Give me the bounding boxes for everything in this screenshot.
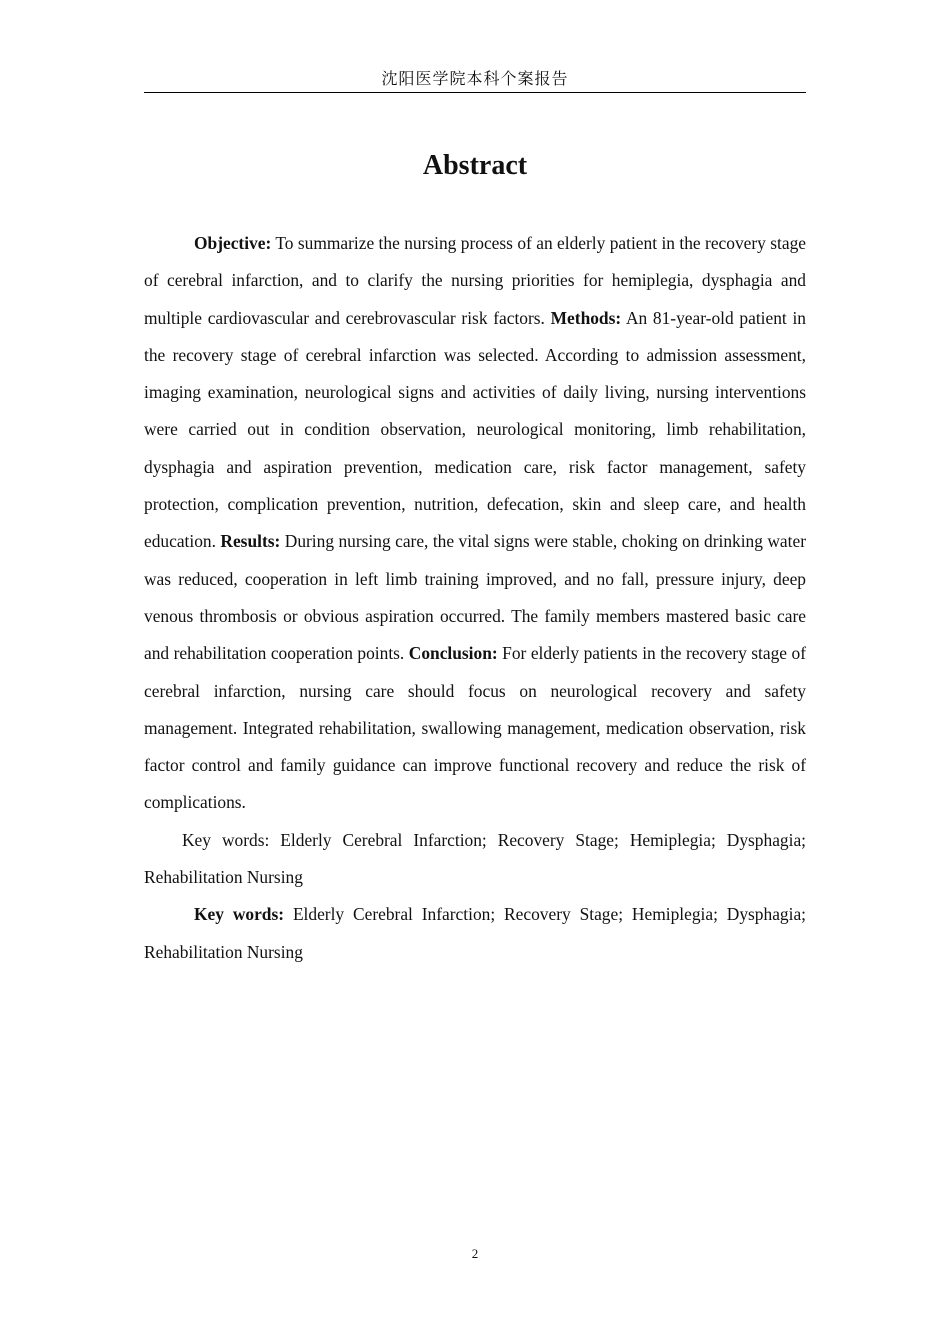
methods-text: An 81-year-old patient in the recovery stage of cerebral infarction was selected. According to admission assessment, imaging examination, neurological signs and activities of daily living, nursing interventions were carried out in condition observation, neurological monitoring, limb rehabilitation, dysphagia and aspiration prevention, medication care, risk factor management, safety protection, complication prevention, nutrition, defecation, skin and sleep care, and health education. xyxy=(144,307,806,552)
abstract-paragraph xyxy=(144,225,806,822)
results-text: During nursing care, the vital signs were stable, choking on drinking water was reduced, cooperation in left limb training improved, and no fall, pressure injury, deep venous thrombosis or obvious aspiration occurred. The family members mastered basic care and rehabilitation cooperation points. xyxy=(144,531,806,664)
conclusion-label: Conclusion: xyxy=(408,643,498,664)
page-number: 2 xyxy=(471,1246,479,1261)
objective-text: To summarize the nursing process of an elderly patient in the recovery stage of cerebral infarction, and to clarify the nursing priorities for hemiplegia, dysphagia and multiple cardiovascular and cerebrovascular risk factors. xyxy=(144,233,806,328)
objective-label: Objective: xyxy=(194,233,272,253)
page-title: Abstract xyxy=(422,150,528,181)
keywords-paragraph xyxy=(144,896,806,971)
keywords-plain-paragraph: Key words: Elderly Cerebral Infarction; Recovery Stage; Hemiplegia; Dysphagia; Rehabilitation Nursing xyxy=(144,829,806,888)
results-label: Results: xyxy=(220,531,281,552)
methods-label: Methods: xyxy=(550,307,622,328)
keywords-text: Elderly Cerebral Infarction; Recovery Stage; Hemiplegia; Dysphagia; Rehabilitation Nursing xyxy=(144,904,806,962)
keywords-label: Key words: xyxy=(194,904,285,925)
running-header: 沈阳医学院本科个案报告 xyxy=(144,66,806,93)
abstract-body xyxy=(144,225,806,971)
conclusion-text: For elderly patients in the recovery stage of cerebral infarction, nursing care should focus on neurological recovery and safety management. Integrated rehabilitation, swallowing management, medication observation, risk factor control and family guidance can improve functional recovery and reduce the risk of complications. xyxy=(144,643,806,813)
